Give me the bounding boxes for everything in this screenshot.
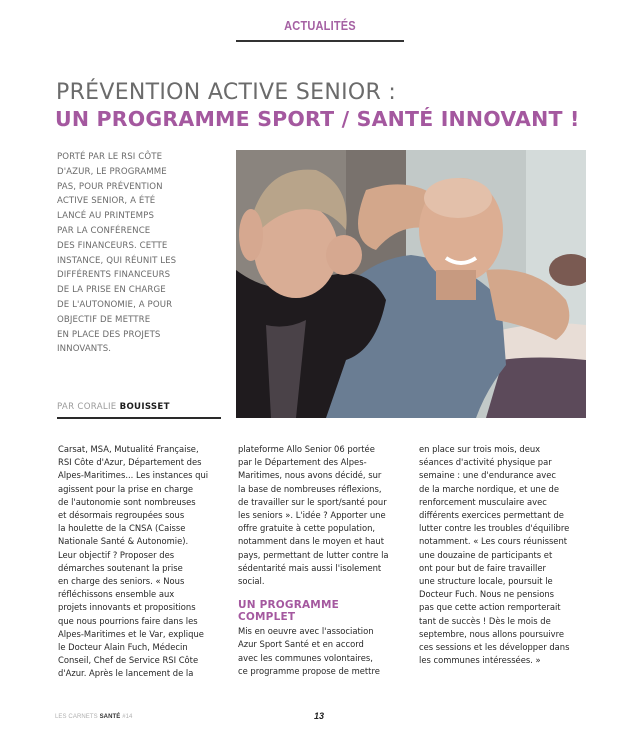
body-line: de travailler sur le sport/santé pour	[238, 496, 387, 507]
publication-prefix: LES CARNETS	[55, 714, 98, 720]
body-line: Mis en oeuvre avec l'association	[238, 626, 374, 637]
body-line: séances d'activité physique par	[419, 457, 552, 468]
byline-prefix: PAR CORALIE	[57, 402, 117, 412]
byline-rule	[57, 417, 221, 419]
intro-paragraph	[57, 150, 227, 357]
body-line: différents exercices permettant de	[419, 510, 564, 521]
byline-author: BOUISSET	[119, 402, 170, 412]
body-line: de la marche nordique, et une de	[419, 483, 559, 494]
article-column-3	[419, 443, 597, 667]
intro-line: PORTÉ PAR LE RSI CÔTE	[57, 152, 163, 162]
footer-publication	[55, 714, 133, 720]
body-line: lutter contre les troubles d'équilibre	[419, 523, 570, 534]
body-line: pays, permettant de lutter contre la	[238, 549, 389, 560]
body-line: tant de succès ! Dès le mois de	[419, 615, 551, 626]
body-line: agissent pour la prise en charge	[58, 483, 194, 494]
body-line: une douzaine de participants et	[419, 549, 553, 560]
body-line: les communes intéressées. »	[419, 655, 541, 666]
article-title-line-2: UN PROGRAMME SPORT / SANTÉ INNOVANT !	[55, 107, 580, 131]
body-line: que nous pourrions faire dans les	[58, 615, 198, 626]
byline	[57, 402, 170, 412]
body-line: RSI Côte d'Azur, Département des	[58, 457, 202, 468]
photo-illustration	[236, 150, 586, 418]
intro-line: PAS, POUR PRÉVENTION	[57, 181, 163, 192]
body-line: sédentarité mais aussi l'isolement	[238, 562, 382, 573]
body-line: notamment dans le moyen et haut	[238, 536, 384, 547]
body-line: en charge des seniors. « Nous	[58, 576, 185, 587]
body-line: semaine : une d'endurance avec	[419, 470, 557, 481]
article-column-1	[58, 443, 236, 681]
intro-line: D'AZUR, LE PROGRAMME	[57, 166, 167, 177]
intro-line: DE L'AUTONOMIE, A POUR	[57, 299, 173, 310]
body-line: avec les communes volontaires,	[238, 652, 373, 663]
body-line: le Docteur Alain Fuch, Médecin	[58, 642, 188, 653]
intro-line: INNOVANTS.	[57, 344, 112, 355]
body-line: Leur objectif ? Proposer des	[58, 549, 175, 560]
intro-line: OBJECTIF DE METTRE	[57, 314, 151, 325]
intro-line: PAR LA CONFÉRENCE	[57, 225, 151, 236]
intro-line: DES FINANCEURS. CETTE	[57, 240, 168, 251]
section-label: ACTUALITÉS	[284, 18, 356, 33]
body-line: ont pour but de faire travailler	[419, 562, 546, 573]
body-line: Azur Sport Santé et en accord	[238, 639, 364, 650]
body-line: septembre, nous allons poursuivre	[419, 628, 565, 639]
intro-line: ACTIVE SENIOR, A ÉTÉ	[57, 196, 156, 207]
body-line: offre gratuite à cette population,	[238, 523, 376, 534]
intro-line: DIFFÉRENTS FINANCEURS	[57, 270, 171, 281]
section-rule	[236, 40, 404, 42]
article-photo	[236, 150, 586, 418]
body-line: la base de nombreuses réflexions,	[238, 483, 382, 494]
body-line: en place sur trois mois, deux	[419, 444, 541, 454]
intro-line: INSTANCE, QUI RÉUNIT LES	[57, 255, 177, 266]
body-line: Nationale Santé & Autonomie).	[58, 536, 189, 547]
intro-line: EN PLACE DES PROJETS	[57, 329, 161, 340]
subheading-line: COMPLET	[238, 610, 296, 623]
article-title-line-1: PRÉVENTION ACTIVE SENIOR :	[56, 80, 397, 105]
body-line: notamment. « Les cours réunissent	[419, 536, 568, 547]
body-line: la houlette de la CNSA (Caisse	[58, 523, 186, 534]
body-line: Alpes-Maritimes... Les instances qui	[58, 470, 209, 481]
publication-issue: #14	[122, 714, 133, 720]
body-line: Carsat, MSA, Mutualité Française,	[58, 444, 199, 454]
body-line: d'Azur. Après le lancement de la	[58, 668, 194, 679]
body-line: renforcement musculaire avec	[419, 496, 547, 507]
body-line: une structure locale, poursuit le	[419, 576, 553, 587]
body-line: Conseil, Chef de Service RSI Côte	[58, 655, 199, 666]
page-number: 13	[314, 711, 325, 721]
body-line: Docteur Fuch. Nous ne pensions	[419, 589, 555, 600]
body-line: et désormais regroupées sous	[58, 510, 185, 521]
intro-line: DE LA PRISE EN CHARGE	[57, 285, 166, 296]
body-line: de l'autonomie sont nombreuses	[58, 496, 196, 507]
body-line: réfléchissons ensemble aux	[58, 589, 175, 600]
body-line: pas que cette action remporterait	[419, 602, 561, 613]
body-line: ce programme propose de mettre	[238, 665, 380, 676]
body-line: Alpes-Maritimes et le Var, explique	[58, 628, 204, 639]
body-line: Maritimes, nous avons décidé, sur	[238, 470, 382, 481]
intro-line: LANCÉ AU PRINTEMPS	[57, 211, 155, 222]
subheading	[238, 600, 416, 623]
body-line: démarches soutenant la prise	[58, 562, 183, 573]
body-line: ces sessions et les développer dans	[419, 642, 570, 653]
subheading-line: UN PROGRAMME	[238, 599, 339, 612]
body-line: projets innovants et propositions	[58, 602, 196, 613]
article-column-2	[238, 443, 416, 678]
body-line: plateforme Allo Senior 06 portée	[238, 444, 375, 454]
publication-name: SANTÉ	[99, 714, 121, 720]
body-line: social.	[238, 576, 265, 587]
body-line: par le Département des Alpes-	[238, 457, 367, 468]
body-line: les seniors ». L'idée ? Apporter une	[238, 510, 386, 521]
